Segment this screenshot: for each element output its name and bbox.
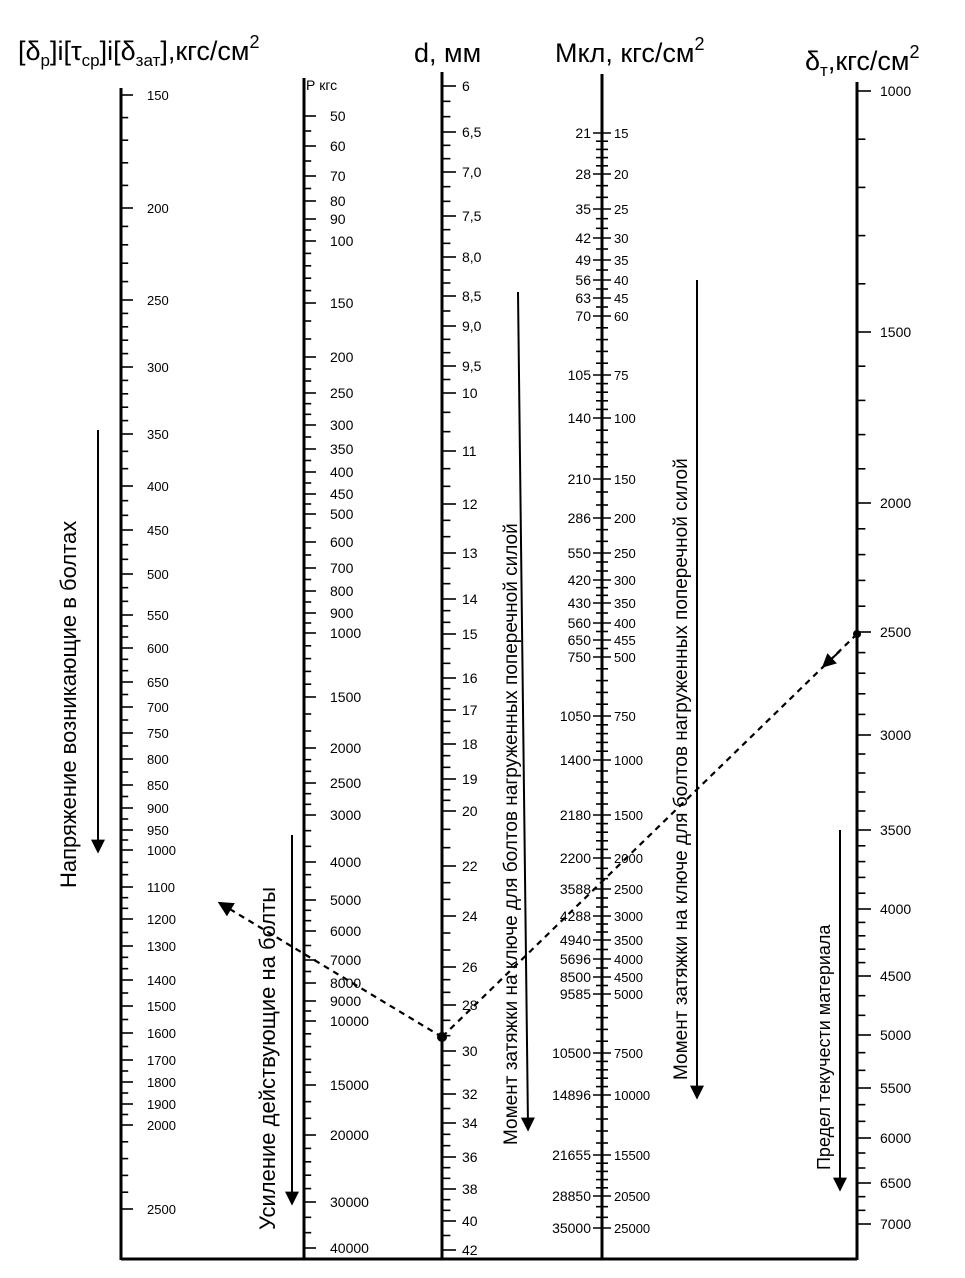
torque-left-tick-label: 1050 [559,708,591,724]
stress-annotation: Напряжение возникающие в болтах [56,520,81,888]
torque-right-tick-label: 25 [614,202,629,217]
torque-left-tick-label: 28850 [552,1188,591,1204]
torque-right-tick-label: 75 [614,368,629,383]
yield-scale [857,83,911,1232]
force-tick-label: 1500 [330,689,362,705]
torque-right-tick-label: 45 [614,291,629,306]
torque-left-tick-label: 550 [567,545,591,561]
torque-annotation-left: Момент затяжки на ключе для болтов нагруженных поперечной силой [501,523,522,1145]
force-tick-label: 20000 [330,1127,369,1143]
yield-tick-label: 5500 [880,1080,912,1096]
example-point-yield [853,630,861,638]
yield-tick-label: 2500 [880,624,912,640]
diameter-tick-label: 34 [462,1115,478,1131]
torque-right-tick-label: 4500 [614,970,643,985]
diameter-tick-label: 17 [462,702,478,718]
torque-right-tick-label: 250 [614,546,636,561]
force-tick-label: 6000 [330,923,362,939]
diameter-scale [442,78,482,1258]
stress-tick-label: 500 [147,567,169,582]
stress-tick-label: 1400 [147,973,176,988]
diameter-tick-label: 9,0 [462,318,482,334]
torque-right-tick-label: 15500 [614,1148,651,1163]
yield-tick-label: 6500 [880,1175,912,1191]
torque-right-tick-label: 40 [614,273,629,288]
torque-left-tick-label: 2180 [559,807,591,823]
stress-tick-label: 900 [147,801,169,816]
force-scale [304,108,369,1256]
torque-right-tick-label: 5000 [614,987,643,1002]
torque-right-tick-label: 200 [614,511,636,526]
force-tick-label: 250 [330,385,354,401]
torque-left-tick-label: 28 [575,166,591,182]
torque-right-tick-label: 30 [614,231,629,246]
stress-tick-label: 1200 [147,912,176,927]
force-tick-label: 200 [330,349,354,365]
example-arrow-yield [826,651,840,664]
torque-right-tick-label: 750 [614,709,636,724]
yield-tick-label: 4500 [880,968,912,984]
force-tick-label: 70 [330,168,346,184]
stress-tick-label: 600 [147,641,169,656]
diameter-tick-label: 30 [462,1043,478,1059]
torque-right-tick-label: 300 [614,573,636,588]
torque-left-tick-label: 14896 [552,1087,591,1103]
force-tick-label: 450 [330,486,354,502]
torque-left-tick-label: 70 [575,308,591,324]
stress-tick-label: 300 [147,360,169,375]
stress-tick-label: 200 [147,201,169,216]
torque-left-tick-label: 35 [575,201,591,217]
force-tick-label: 30000 [330,1194,369,1210]
diameter-tick-label: 10 [462,385,478,401]
force-tick-label: 900 [330,605,354,621]
diameter-tick-label: 42 [462,1242,478,1258]
torque-left-tick-label: 210 [567,471,591,487]
torque-right-tick-label: 2000 [614,851,643,866]
force-tick-label: 350 [330,441,354,457]
stress-tick-label: 1300 [147,939,176,954]
force-tick-label: 9000 [330,993,362,1009]
stress-axis-header: $[\delta_р]i[\tau_{ср}]i[\delta_{зат}],кгс/см^2$ [18,32,260,70]
diameter-tick-label: 18 [462,736,478,752]
diameter-tick-label: 28 [462,997,478,1013]
yield-tick-label: 3500 [880,822,912,838]
torque-left-tick-label: 3588 [559,881,591,897]
diameter-tick-label: 20 [462,803,478,819]
stress-tick-label: 750 [147,726,169,741]
stress-tick-label: 1700 [147,1053,176,1068]
diameter-tick-label: 19 [462,771,478,787]
stress-tick-label: 700 [147,700,169,715]
torque-right-tick-label: 500 [614,650,636,665]
stress-tick-label: 450 [147,523,169,538]
torque-left-tick-label: 560 [567,615,591,631]
force-tick-label: 10000 [330,1013,369,1029]
yield-tick-label: 6000 [880,1130,912,1146]
torque-left-tick-label: 140 [567,410,591,426]
diameter-tick-label: 12 [462,496,478,512]
diameter-axis-header: d, мм [414,38,482,68]
torque-left-tick-label: 420 [567,572,591,588]
stress-tick-label: 850 [147,778,169,793]
force-unit-label: Р кгс [306,77,338,93]
torque-right-tick-label: 3500 [614,933,643,948]
stress-tick-label: 800 [147,752,169,767]
stress-tick-label: 650 [147,675,169,690]
diameter-tick-label: 11 [462,443,477,459]
force-tick-label: 40000 [330,1240,369,1256]
stress-tick-label: 150 [147,88,169,103]
yield-tick-label: 1000 [880,83,912,99]
stress-tick-label: 1800 [147,1075,176,1090]
torque-right-tick-label: 10000 [614,1088,651,1103]
torque-left-tick-label: 750 [567,649,591,665]
torque-right-tick-label: 4000 [614,952,643,967]
yield-annotation: Предел текучести материала [814,924,834,1170]
force-tick-label: 700 [330,560,354,576]
stress-tick-label: 1000 [147,843,176,858]
torque-right-tick-label: 15 [614,126,629,141]
force-tick-label: 15000 [330,1077,369,1093]
torque-right-tick-label: 35 [614,253,629,268]
force-tick-label: 8000 [330,975,362,991]
diameter-tick-label: 24 [462,908,478,924]
torque-left-tick-label: 5696 [559,951,591,967]
diameter-tick-label: 40 [462,1213,478,1229]
force-tick-label: 90 [330,211,346,227]
stress-tick-label: 400 [147,479,169,494]
torque-right-tick-label: 150 [614,472,636,487]
yield-tick-label: 3000 [880,727,912,743]
yield-tick-label: 7000 [880,1216,912,1232]
diameter-tick-label: 26 [462,959,478,975]
diameter-tick-label: 8,5 [462,288,482,304]
stress-tick-label: 1900 [147,1097,176,1112]
diameter-tick-label: 8,0 [462,249,482,265]
diameter-tick-label: 14 [462,591,478,607]
yield-tick-label: 5000 [880,1027,912,1043]
torque-left-tick-label: 8500 [559,969,591,985]
torque-left-tick-label: 56 [575,272,591,288]
torque-right-tick-label: 455 [614,633,636,648]
stress-scale [121,88,176,1217]
torque-left-tick-label: 21 [575,125,591,141]
torque-right-tick-label: 20 [614,167,629,182]
force-tick-label: 800 [330,583,354,599]
force-tick-label: 4000 [330,854,362,870]
force-tick-label: 3000 [330,807,362,823]
torque-left-tick-label: 10500 [552,1045,591,1061]
stress-tick-label: 2500 [147,1202,176,1217]
example-point-diameter [437,1032,447,1042]
diameter-tick-label: 38 [462,1181,478,1197]
diameter-tick-label: 22 [462,858,478,874]
diameter-tick-label: 6,5 [462,124,482,140]
diameter-tick-label: 7,0 [462,164,482,180]
torque-left-tick-label: 42 [575,230,591,246]
diameter-tick-label: 15 [462,626,478,642]
force-tick-label: 600 [330,534,354,550]
stress-tick-label: 2000 [147,1118,176,1133]
torque-left-tick-label: 2200 [559,850,591,866]
torque-left-tick-label: 63 [575,290,591,306]
yield-tick-label: 4000 [880,901,912,917]
diameter-tick-label: 36 [462,1149,478,1165]
force-tick-label: 60 [330,138,346,154]
force-tick-label: 5000 [330,892,362,908]
diameter-tick-label: 16 [462,670,478,686]
stress-tick-label: 550 [147,608,169,623]
force-tick-label: 100 [330,233,354,249]
stress-tick-label: 1100 [147,880,175,895]
torque-left-tick-label: 35000 [552,1220,591,1236]
diameter-tick-label: 32 [462,1086,478,1102]
stress-tick-label: 950 [147,823,169,838]
torque-left-tick-label: 9585 [559,986,591,1002]
force-tick-label: 50 [330,108,346,124]
torque-right-tick-label: 3000 [614,909,643,924]
force-tick-label: 80 [330,193,346,209]
torque-left-tick-label: 286 [567,510,591,526]
force-annotation: Усиление действующие на болты [255,886,280,1230]
torque-left-tick-label: 1400 [559,752,591,768]
torque-left-tick-label: 105 [567,367,591,383]
force-tick-label: 300 [330,417,354,433]
force-tick-label: 2000 [330,740,362,756]
torque-right-tick-label: 100 [614,411,636,426]
stress-tick-label: 350 [147,427,169,442]
diameter-tick-label: 13 [462,545,478,561]
yield-axis-header: $\delta_т,кгс/см^2$ [805,42,920,80]
torque-right-tick-label: 1500 [614,808,643,823]
force-tick-label: 400 [330,464,354,480]
torque-right-tick-label: 20500 [614,1189,651,1204]
torque-right-tick-label: 400 [614,616,636,631]
torque-left-tick-label: 49 [575,252,591,268]
force-tick-label: 1000 [330,625,362,641]
torque-right-tick-label: 1000 [614,753,643,768]
torque-right-tick-label: 2500 [614,882,643,897]
torque-right-tick-label: 60 [614,309,629,324]
torque-axis-header: Мкл, кгс/$см^2$ [555,34,705,68]
force-tick-label: 7000 [330,952,362,968]
torque-right-tick-label: 25000 [614,1221,651,1236]
torque-left-tick-label: 4940 [559,932,591,948]
diameter-tick-label: 7,5 [462,208,482,224]
yield-tick-label: 2000 [880,495,912,511]
torque-left-tick-label: 4288 [559,908,591,924]
torque-left-tick-label: 430 [567,595,591,611]
torque-right-tick-label: 350 [614,596,636,611]
torque-annotation-right: Момент затяжки на ключе для болтов нагруженных поперечной силой [671,458,692,1080]
torque-right-tick-label: 7500 [614,1046,643,1061]
stress-tick-label: 1600 [147,1026,176,1041]
force-tick-label: 2500 [330,775,362,791]
force-tick-label: 500 [330,506,354,522]
torque-left-tick-label: 21655 [552,1147,591,1163]
stress-tick-label: 250 [147,293,169,308]
force-tick-label: 150 [330,295,354,311]
diameter-tick-label: 6 [462,78,470,94]
diameter-tick-label: 9,5 [462,358,482,374]
yield-tick-label: 1500 [880,324,912,340]
stress-tick-label: 1500 [147,999,176,1014]
torque-left-tick-label: 650 [567,632,591,648]
